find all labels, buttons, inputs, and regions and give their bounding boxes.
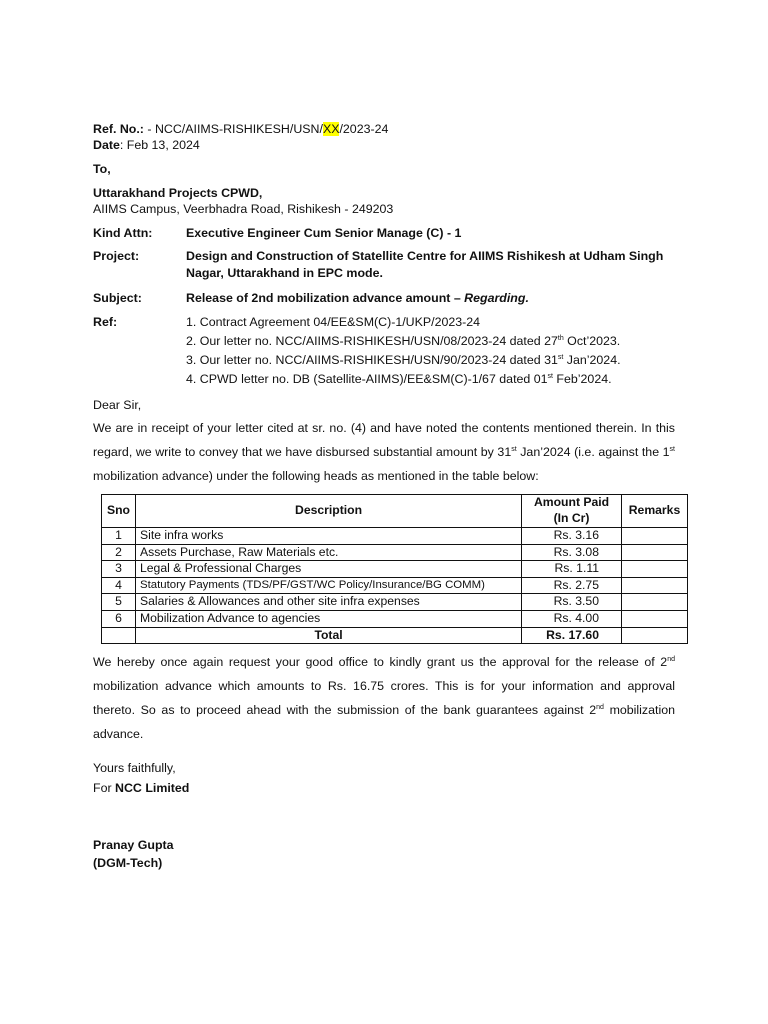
p1-sup: st [511, 445, 517, 453]
total-row [102, 627, 688, 644]
to-label: To, [93, 162, 111, 176]
remarks-header: Remarks [621, 495, 687, 528]
reference-item [186, 333, 621, 352]
sno-cell: 2 [102, 544, 136, 561]
ref-sup: st [547, 372, 553, 380]
total-remarks-cell [621, 627, 687, 644]
kind-attn-value: Executive Engineer Cum Senior Manage (C) - 1 [186, 226, 462, 240]
signatory-name: Pranay Gupta [93, 838, 174, 852]
description-cell: Mobilization Advance to agencies [135, 610, 521, 627]
recipient-address: AIIMS Campus, Veerbhadra Road, Rishikesh - 249203 [93, 202, 394, 216]
description-header: Description [135, 495, 521, 528]
letter-date [93, 137, 200, 154]
amount-header: Amount Paid (In Cr) [522, 495, 622, 528]
ref-suffix: /2023-24 [339, 122, 389, 136]
reference-item [186, 371, 621, 390]
sno-cell: 3 [102, 561, 136, 578]
amount-cell: Rs. 3.16 [522, 528, 622, 545]
p1-text: mobilization advance) under the following heads as mentioned in the table below: [93, 469, 539, 483]
ref-sup: th [557, 334, 564, 342]
ref-prefix: - NCC/AIIMS-RISHIKESH/USN/ [143, 122, 323, 136]
ref-text: Feb’2024. [552, 372, 612, 386]
remarks-cell [621, 610, 687, 627]
ref-highlight: XX [322, 122, 340, 136]
description-cell: Site infra works [135, 528, 521, 545]
sno-cell: 4 [102, 577, 136, 594]
description-cell: Legal & Professional Charges [135, 561, 521, 578]
p2-text: mobilization advance. [93, 703, 675, 741]
amount-cell: Rs. 2.75 [522, 577, 622, 594]
ref-label: Ref. No.: [93, 122, 144, 136]
recipient-org: Uttarakhand Projects CPWD, [93, 186, 263, 200]
ref-text: Jan’2024. [563, 353, 621, 367]
reference-list [186, 314, 621, 390]
ref-text: 2. Our letter no. NCC/AIIMS-RISHIKESH/USN/08/2023-24 dated 27 [186, 334, 558, 348]
sno-cell: 6 [102, 610, 136, 627]
subject-text: Release of 2nd mobilization advance amount – [186, 291, 465, 305]
remarks-cell [621, 561, 687, 578]
remarks-cell [621, 544, 687, 561]
table-row [102, 610, 688, 627]
p1-text: We are in receipt of your letter cited at sr. no. (4) and have noted the contents mentioned therein. In this regard, we write to convey that we have disbursed substantial amount by 31 [93, 421, 675, 459]
subject-italic: Regarding. [464, 291, 529, 305]
total-sno-cell [102, 627, 136, 644]
disbursement-table [101, 494, 688, 644]
amount-cell: Rs. 1.11 [522, 561, 622, 578]
remarks-cell [621, 577, 687, 594]
table-row [102, 577, 688, 594]
p1-sup: st [669, 445, 675, 453]
kind-attn-label: Kind Attn: [93, 226, 153, 240]
reference-item: 1. Contract Agreement 04/EE&SM(C)-1/UKP/2023-24 [186, 315, 481, 329]
signatory-designation: (DGM-Tech) [93, 856, 163, 870]
date-value: : Feb 13, 2024 [119, 138, 200, 152]
sno-cell: 5 [102, 594, 136, 611]
ref-list-label: Ref: [93, 315, 118, 329]
company-name: NCC Limited [115, 781, 190, 795]
table-header-row [102, 495, 688, 528]
description-cell: Salaries & Allowances and other site infra expenses [135, 594, 521, 611]
for-prefix: For [93, 781, 116, 795]
project-value: Design and Construction of Statellite Centre for AIIMS Rishikesh at Udham Singh Nagar, Uttarakhand in EPC mode. [186, 249, 664, 280]
table-row [102, 594, 688, 611]
description-cell: Statutory Payments (TDS/PF/GST/WC Policy/Insurance/BG COMM) [135, 577, 521, 594]
amount-cell: Rs. 3.50 [522, 594, 622, 611]
ref-text: Oct’2023. [563, 334, 621, 348]
reference-number [93, 121, 388, 138]
remarks-cell [621, 528, 687, 545]
sno-header: Sno [102, 495, 136, 528]
p2-text: mobilization advance which amounts to Rs. 16.75 crores. This is for your information and approval thereto. So as to proceed ahead with the submission of the bank guarantees against 2 [93, 679, 675, 717]
amount-cell: Rs. 4.00 [522, 610, 622, 627]
p2-sup: nd [596, 703, 604, 711]
total-amount: Rs. 17.60 [522, 627, 622, 644]
sno-cell: 1 [102, 528, 136, 545]
date-label: Date [93, 138, 120, 152]
table-row [102, 544, 688, 561]
subject-value [186, 290, 683, 307]
description-cell: Assets Purchase, Raw Materials etc. [135, 544, 521, 561]
company-line [93, 780, 189, 797]
amount-cell: Rs. 3.08 [522, 544, 622, 561]
subject-label: Subject: [93, 291, 142, 305]
paragraph-2 [93, 650, 675, 746]
ref-text: 3. Our letter no. NCC/AIIMS-RISHIKESH/USN/90/2023-24 dated 31 [186, 353, 558, 367]
p2-sup: nd [667, 655, 675, 663]
p2-text: We hereby once again request your good office to kindly grant us the approval for the release of 2 [93, 655, 668, 669]
remarks-cell [621, 594, 687, 611]
p1-text: Jan’2024 (i.e. against the 1 [516, 445, 670, 459]
total-label: Total [135, 627, 521, 644]
table-row [102, 561, 688, 578]
reference-item [186, 352, 621, 371]
paragraph-1 [93, 416, 675, 488]
project-label: Project: [93, 249, 140, 263]
table-row [102, 528, 688, 545]
closing-phrase: Yours faithfully, [93, 761, 176, 775]
salutation: Dear Sir, [93, 398, 142, 412]
ref-text: 4. CPWD letter no. DB (Satellite-AIIMS)/EE&SM(C)-1/67 dated 01 [186, 372, 548, 386]
ref-sup: st [557, 353, 564, 361]
